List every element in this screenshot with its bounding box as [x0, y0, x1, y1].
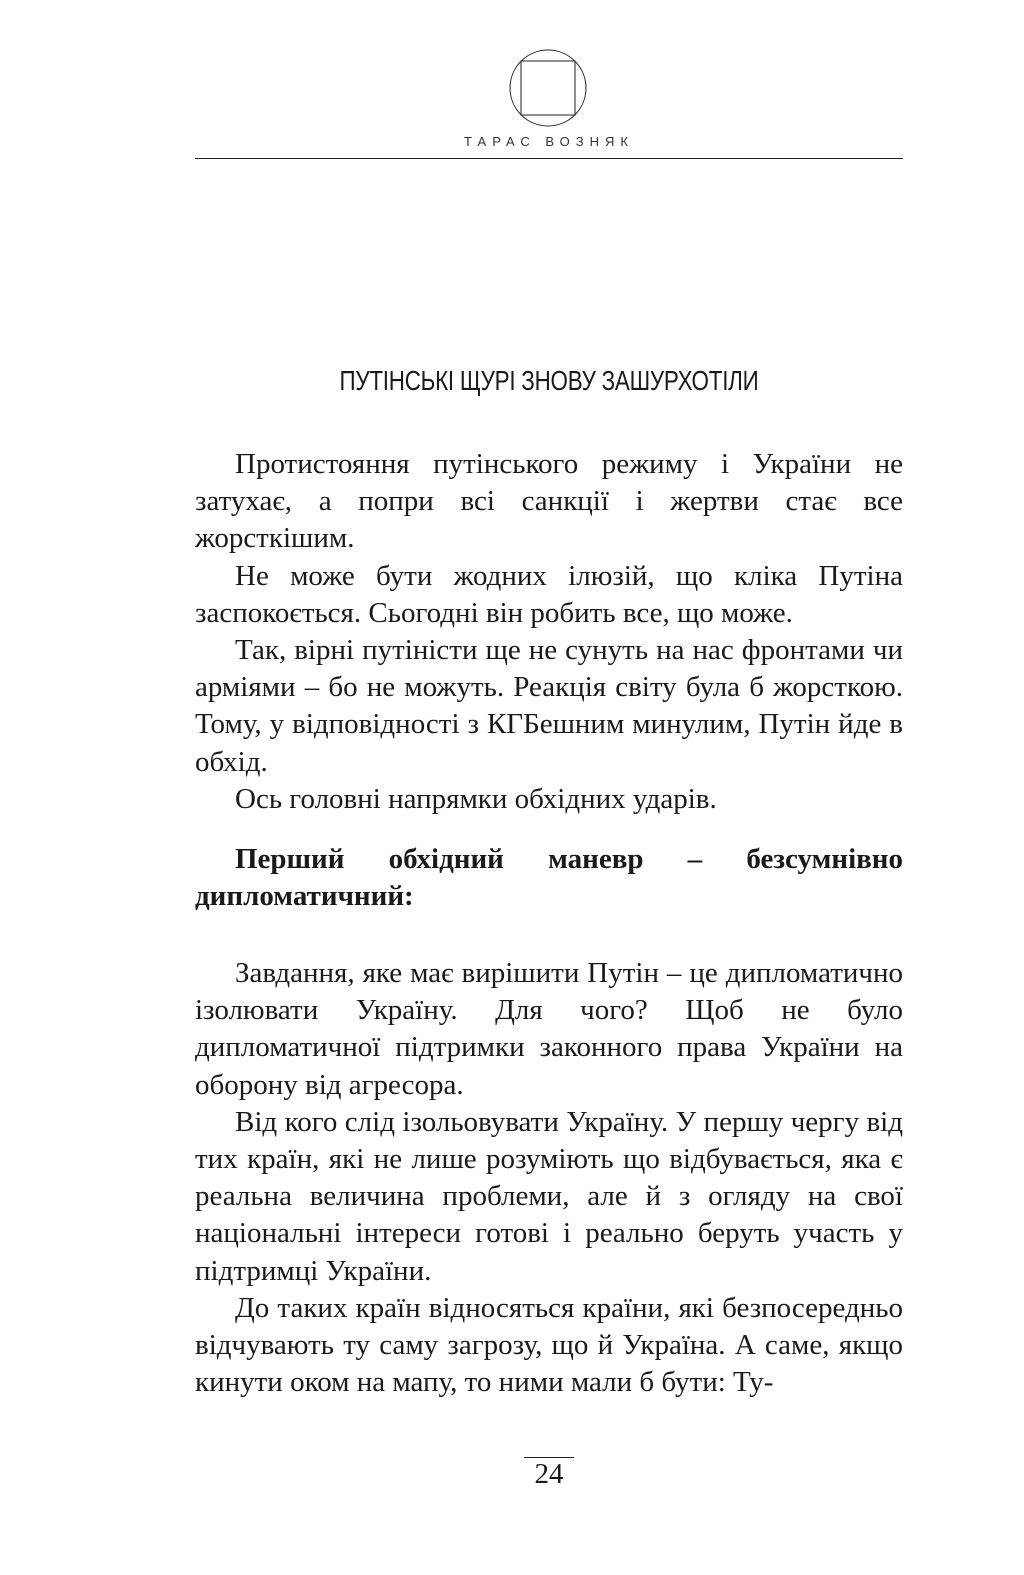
paragraph: Завдання, яке має вирішити Путін – це дипломатично ізолювати Україну. Для чого? Щоб не було дипломатичної підтримки законного права України на оборону від агресора.	[195, 957, 903, 1101]
paragraph: Так, вірні путіністи ще не сунуть на нас фронтами чи арміями – бо не можуть. Реакція світу була б жорсткою. Тому, у відповідності з КГБешним минулим, Путін йде в обхід.	[195, 634, 903, 778]
paragraph: Протистояння путінського режиму і України не затухає, а попри всі санкції і жертви стає все жорсткішим.	[195, 448, 903, 555]
page-number: 24	[534, 1458, 564, 1490]
paragraph: Ось головні напрямки обхідних ударів.	[235, 782, 717, 815]
article-title: ПУТІНСЬКІ ЩУРІ ЗНОВУ ЗАШУРХОТІЛИ	[339, 365, 759, 396]
paragraph: Не може бути жодних ілюзій, що кліка Путіна заспокоється. Сьогодні він робить все, що може.	[195, 559, 903, 629]
section-heading-block	[195, 841, 903, 915]
intro-paragraphs	[195, 446, 903, 818]
paragraph: До таких країн відносяться країни, які безпосередньо відчувають ту саму загрозу, що й Україна. А саме, якщо кинути оком на мапу, то ними мали б бути: Ту-	[195, 1291, 903, 1399]
paragraph: Від кого слід ізольовувати Україну. У першу чергу від тих країн, які не лише розуміють що відбувається, яка є реальна величина проблеми, але й з огляду на свої національні інтереси готові і реально беруть участь у підтримці України.	[195, 1105, 903, 1287]
section-paragraphs	[195, 955, 903, 1401]
section-heading: Перший обхідний маневр – безсумнівно дипломатичний:	[195, 843, 903, 913]
circle-square-emblem-icon	[508, 48, 588, 128]
running-head: ТАРАС ВОЗНЯК	[464, 134, 634, 149]
header-rule	[195, 158, 903, 159]
